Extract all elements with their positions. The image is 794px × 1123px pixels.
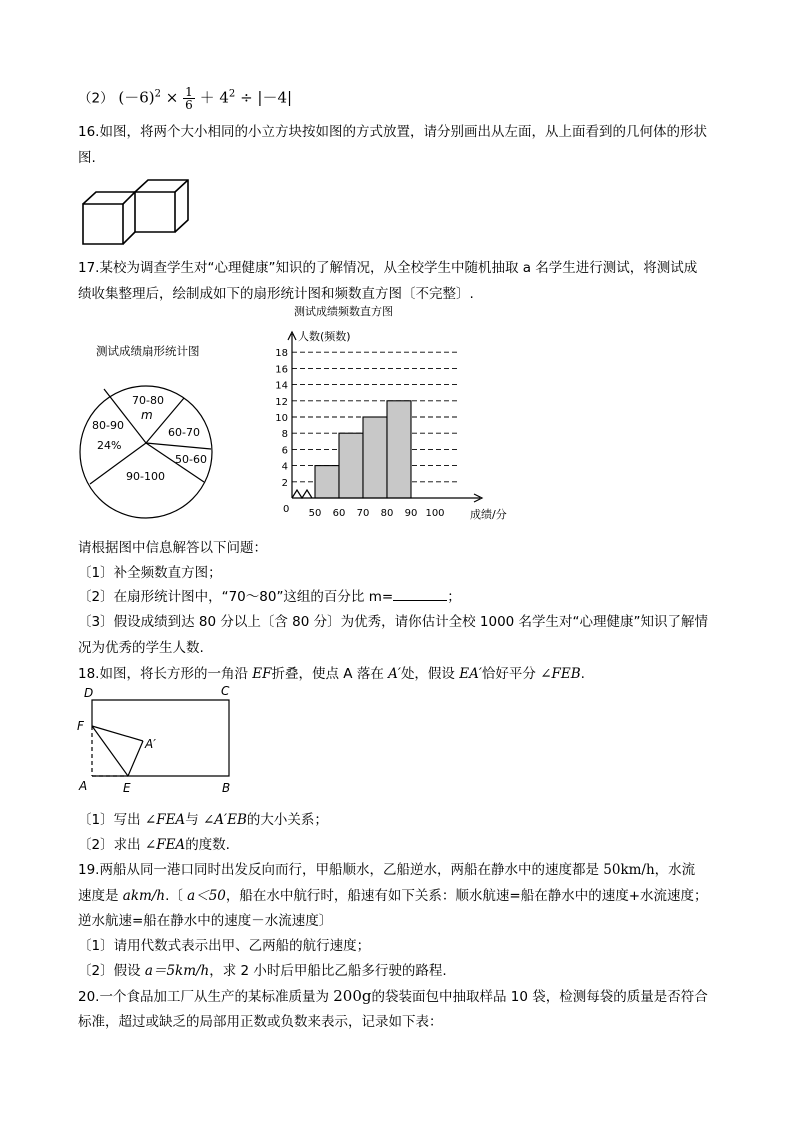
- q17-prompt: 请根据图中信息解答以下问题：: [78, 540, 267, 556]
- histogram-bar-80-90: [387, 401, 411, 498]
- q18-line1: 18.如图，将长方形的一角沿 EF折叠，使点 A 落在 A′处，假设 EA′恰好平分 ∠FEB.: [78, 666, 585, 682]
- pie-label-70-80: 70-80: [132, 394, 164, 407]
- q15-2-expression: （2） $(-6)^2$ × $\frac{1}{6}$ ＋ $4^2 \div |-4|$: [78, 85, 293, 112]
- y-tick-label: 2: [281, 477, 288, 489]
- q19-line1: 19.两船从同一港口同时出发反向而行，甲船顺水，乙船逆水，两船在静水中的速度都是 50km/h，水流: [78, 862, 696, 878]
- y-tick-label: 10: [275, 413, 288, 424]
- x-tick-label: 70: [356, 508, 370, 519]
- fraction: $\frac{1}{6}$: [185, 85, 193, 112]
- histogram-bar-70-80: [363, 417, 387, 498]
- q17-sub3-line1: 〔3〕假设成绩到达 80 分以上〔含 80 分〕为优秀，请你估计全校 1000 名学生对“心理健康”知识了解情: [78, 614, 709, 630]
- answer-blank[interactable]: [393, 588, 447, 601]
- pie-label-m: m: [141, 408, 153, 422]
- pie-line-3: [146, 443, 211, 449]
- y-tick-label: 14: [275, 380, 288, 392]
- frequency-histogram: [262, 300, 524, 526]
- rectangle-fold-figure: [74, 682, 244, 797]
- histogram-ylabel: 人数(频数): [298, 330, 351, 343]
- pie-label-80-90: 80-90: [92, 419, 124, 432]
- q19-sub1: 〔1〕请用代数式表示出甲、乙两船的航行速度；: [78, 938, 371, 954]
- point-E: E: [123, 781, 131, 795]
- y-tick-label: 6: [281, 445, 288, 457]
- y-tick-label: 16: [275, 364, 288, 376]
- q20-line1: 20.一个食品加工厂从生产的某标准质量为 200g的袋装面包中抽取样品 10 袋，检测每袋的质量是否符合: [78, 987, 708, 1005]
- q15-label: （2）: [78, 90, 114, 107]
- x-tick-label: 60: [332, 508, 346, 519]
- point-A-prime: A′: [145, 737, 156, 751]
- histogram-bar-50-60: [315, 466, 339, 498]
- point-C: C: [221, 684, 230, 698]
- q18-sub1: 〔1〕写出 ∠FEA与 ∠A′EB的大小关系；: [78, 812, 328, 828]
- histogram-origin-label: 0: [283, 504, 290, 515]
- axis-break-zigzag: [292, 490, 312, 498]
- y-tick-label: 12: [275, 396, 288, 408]
- pie-label-60-70: 60-70: [168, 426, 200, 439]
- y-tick-label: 4: [281, 461, 288, 473]
- q17-line1: 17.某校为调查学生对“心理健康”知识的了解情况，从全校学生中随机抽取 a 名学生进行测试，将测试成: [78, 260, 698, 276]
- point-B: B: [222, 781, 231, 795]
- x-tick-label: 90: [404, 508, 418, 519]
- x-tick-label: 50: [308, 508, 322, 519]
- point-A: A: [79, 779, 88, 793]
- q19-sub2: 〔2〕假设 a＝5km/h，求 2 小时后甲船比乙船多行驶的路程.: [78, 963, 447, 979]
- y-tick-label: 18: [275, 348, 288, 360]
- pie-label-24pct: 24%: [97, 439, 122, 452]
- histogram-xlabel: 成绩/分: [470, 508, 507, 521]
- histogram-bar-60-70: [339, 433, 363, 498]
- q17-line2: 绩收集整理后，绘制成如下的扇形统计图和频数直方图〔不完整〕.: [78, 286, 474, 302]
- q19-line2: 速度是 akm/h.〔 a＜50，船在水中航行时，船速有如下关系：顺水航速=船在静水中的速度+水流速度；: [78, 888, 708, 904]
- point-F: F: [77, 719, 84, 733]
- q17-sub2: 〔2〕在扇形统计图中，“70～80”这组的百分比 m= ；: [78, 589, 461, 605]
- pie-title: 测试成绩扇形统计图: [96, 344, 200, 358]
- q16-line2: 图.: [78, 150, 96, 166]
- histogram-title: 测试成绩频数直方图: [294, 305, 393, 318]
- pie-label-90-100: 90-100: [126, 470, 165, 483]
- two-cubes-figure: [80, 176, 192, 246]
- x-tick-label: 100: [425, 508, 445, 519]
- point-D: D: [84, 686, 94, 700]
- pie-chart: [76, 382, 216, 522]
- x-tick-label: 80: [380, 508, 394, 519]
- q17-sub3-line2: 况为优秀的学生人数.: [78, 640, 204, 656]
- q20-line2: 标准，超过或缺乏的局部用正数或负数来表示，记录如下表：: [78, 1014, 443, 1030]
- q17-sub1: 〔1〕补全频数直方图；: [78, 565, 222, 581]
- q16-line1: 16.如图，将两个大小相同的小立方块按如图的方式放置，请分别画出从左面，从上面看到的几何体的形状: [78, 124, 707, 140]
- q19-line3: 逆水航速=船在静水中的速度－水流速度〕: [78, 913, 333, 929]
- pie-label-50-60: 50-60: [175, 453, 207, 466]
- y-tick-label: 8: [281, 429, 288, 441]
- q18-sub2: 〔2〕求出 ∠FEA的度数.: [78, 837, 230, 853]
